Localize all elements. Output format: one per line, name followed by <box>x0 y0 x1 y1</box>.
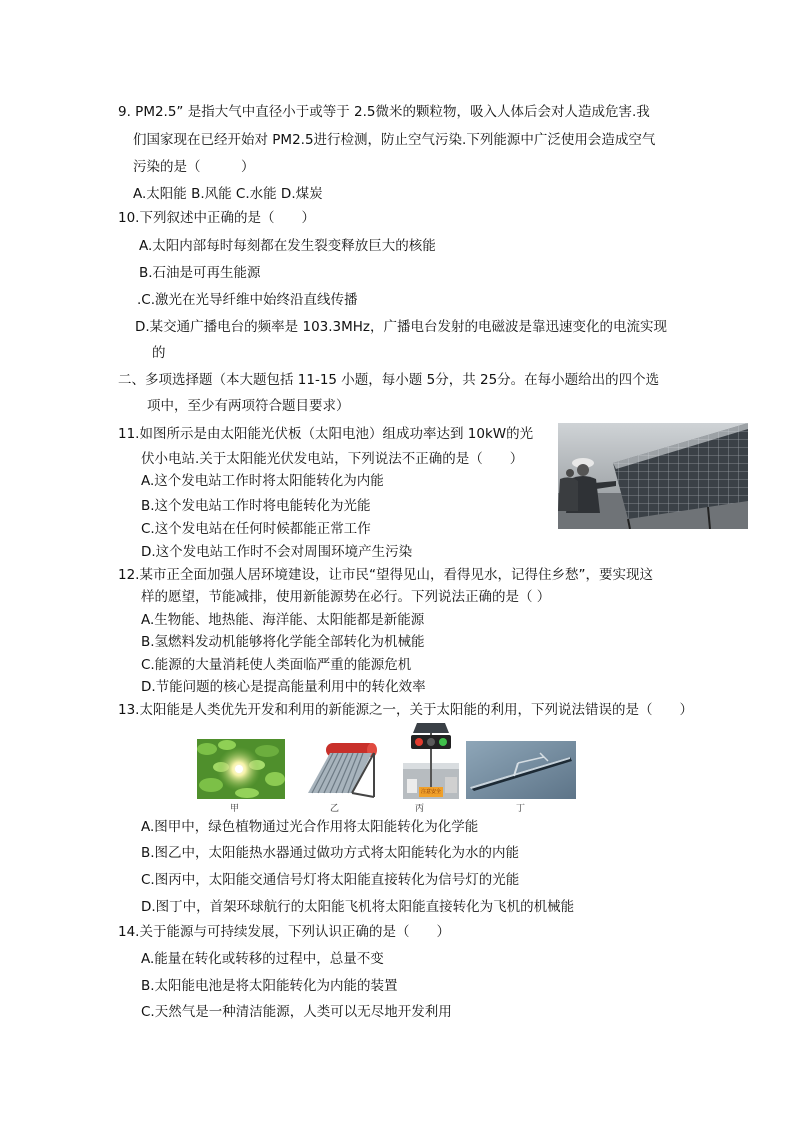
solar-station-photo <box>558 423 748 529</box>
q13-option-a: A.图甲中，绿色植物通过光合作用将太阳能转化为化学能 <box>141 819 479 835</box>
q14-option-b: B.太阳能电池是将太阳能转化为内能的装置 <box>141 978 398 994</box>
q12-option-c: C.能源的大量消耗使人类面临严重的能源危机 <box>141 657 412 673</box>
solar-airplane-image <box>466 741 576 799</box>
traffic-sign-text: 注意安全 <box>420 789 441 795</box>
q14-option-a: A.能量在转化或转移的过程中，总量不变 <box>141 951 384 967</box>
q12-stem-line1: 12.某市正全面加强人居环境建设，让市民“望得见山，看得见水，记得住乡愁”，要实现这 <box>118 567 653 583</box>
section2-heading-line2: 项中，至少有两项符合题目要求） <box>147 398 350 414</box>
q13-option-d: D.图丁中，首架环球航行的太阳能飞机将太阳能直接转化为飞机的机械能 <box>141 899 575 915</box>
q10-option-a: A.太阳内部每时每刻都在发生裂变释放巨大的核能 <box>139 238 436 254</box>
q11-option-c: C.这个发电站在任何时候都能正常工作 <box>141 521 371 537</box>
q13-option-c: C.图丙中，太阳能交通信号灯将太阳能直接转化为信号灯的光能 <box>141 872 520 888</box>
caption-jia: 甲 <box>230 804 240 814</box>
q11-option-d: D.这个发电站工作时不会对周围环境产生污染 <box>141 544 413 560</box>
leaves-sunlight-image <box>197 739 285 799</box>
q9-options: A.太阳能 B.风能 C.水能 D.煤炭 <box>133 186 323 202</box>
q11-option-b: B.这个发电站工作时将电能转化为光能 <box>141 498 371 514</box>
caption-bing: 丙 <box>415 804 425 814</box>
q9-stem-line3: 污染的是（ ） <box>133 159 255 175</box>
q11-stem-line1: 11.如图所示是由太阳能光伏板（太阳电池）组成功率达到 10kW的光 <box>118 426 534 442</box>
caption-yi: 乙 <box>330 804 340 814</box>
q13-stem: 13.太阳能是人类优先开发和利用的新能源之一，关于太阳能的利用，下列说法错误的是（ ） <box>118 702 693 718</box>
q9-stem-line2: 们国家现在已经开始对 PM2.5进行检测，防止空气污染.下列能源中广泛使用会造成空气 <box>133 132 656 148</box>
q14-stem: 14.关于能源与可持续发展，下列认识正确的是（ ） <box>118 924 450 940</box>
solar-traffic-light-image <box>403 721 459 799</box>
q12-option-d: D.节能问题的核心是提高能量利用中的转化效率 <box>141 679 426 695</box>
q13-option-b: B.图乙中，太阳能热水器通过做功方式将太阳能转化为水的内能 <box>141 845 520 861</box>
q12-option-a: A.生物能、地热能、海洋能、太阳能都是新能源 <box>141 612 425 628</box>
q11-stem-line2: 伏小电站.关于太阳能光伏发电站，下列说法不正确的是（ ） <box>141 451 524 467</box>
section2-heading-line1: 二、多项选择题（本大题包括 11-15 小题，每小题 5分，共 25分。在每小题给出的四个选 <box>118 372 660 388</box>
q10-option-c: .C.激光在光导纤维中始终沿直线传播 <box>137 292 358 308</box>
q11-option-a: A.这个发电站工作时将太阳能转化为内能 <box>141 473 384 489</box>
q12-option-b: B.氢燃料发动机能够将化学能全部转化为机械能 <box>141 634 425 650</box>
q12-stem-line2: 样的愿望，节能减排，使用新能源势在必行。下列说法正确的是（ ） <box>141 589 551 605</box>
q10-option-d-line2: 的 <box>152 345 166 361</box>
q10-option-d-line1: D.某交通广播电台的频率是 103.3MHz，广播电台发射的电磁波是靠迅速变化的电流实现 <box>135 319 668 335</box>
caption-ding: 丁 <box>516 804 526 814</box>
solar-water-heater-image <box>300 739 380 799</box>
q10-option-b: B.石油是可再生能源 <box>139 265 261 281</box>
q10-stem: 10.下列叙述中正确的是（ ） <box>118 210 315 226</box>
q9-stem-line1: 9. PM2.5” 是指大气中直径小于或等于 2.5微米的颗粒物，吸入人体后会对人造成危害.我 <box>118 104 650 120</box>
q14-option-c: C.天然气是一种清洁能源，人类可以无尽地开发利用 <box>141 1004 452 1020</box>
